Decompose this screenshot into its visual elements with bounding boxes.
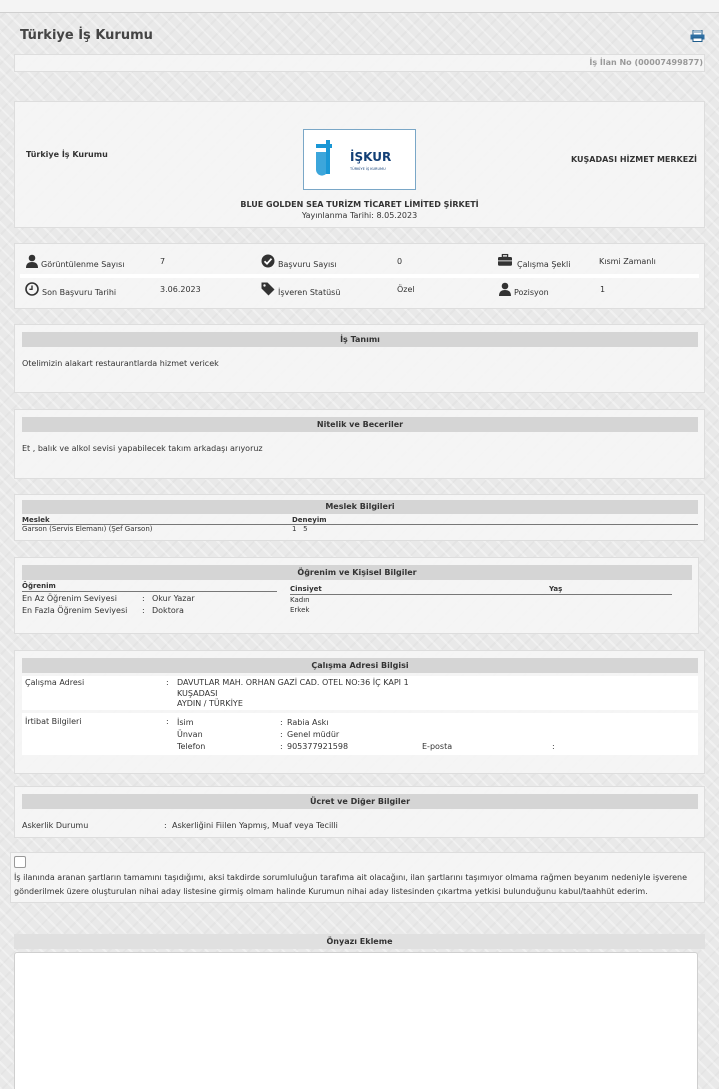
education-heading: Öğrenim ve Kişisel Bilgiler (22, 565, 692, 580)
print-icon[interactable] (690, 30, 705, 42)
occupation-col-deneyim: Deneyim (292, 516, 327, 524)
address-line-2: KUŞADASI (177, 689, 218, 698)
contact-title-label: Ünvan (177, 730, 203, 739)
education-col-ogrenim: Öğrenim (22, 582, 56, 590)
military-value: Askerliğini Fiilen Yapmış, Muaf veya Tecilli (172, 821, 338, 830)
job-description-heading: İş Tanımı (22, 332, 698, 347)
work-type-label: Çalışma Şekli (517, 260, 571, 269)
address-heading: Çalışma Adresi Bilgisi (22, 658, 698, 673)
contact-label: İrtibat Bilgileri (25, 717, 82, 726)
address-label: Çalışma Adresi (25, 678, 85, 687)
deadline-label: Son Başvuru Tarihi (42, 288, 117, 297)
contact-name-colon: : (280, 718, 283, 727)
logo-subtext: TÜRKİYE İŞ KURUMU (350, 167, 386, 171)
contact-phone-colon: : (280, 742, 283, 751)
military-label: Askerlik Durumu (22, 821, 89, 830)
ilan-number: İş İlan No (00007499877) (589, 58, 703, 67)
occupation-row-meslek: Garson (Servis Elemanı) (Şef Garson) (22, 525, 153, 533)
occupation-heading: Meslek Bilgileri (22, 500, 698, 514)
address-colon: : (166, 678, 169, 687)
education-header-line (22, 591, 277, 592)
check-circle-icon (261, 254, 275, 268)
position-value: 1 (600, 285, 606, 294)
service-center: KUŞADASI HİZMET MERKEZİ (570, 155, 697, 164)
military-colon: : (164, 821, 167, 830)
contact-email-colon: : (552, 742, 555, 751)
briefcase-icon (498, 253, 512, 267)
contact-colon: : (166, 717, 169, 726)
clock-icon (25, 282, 39, 296)
contact-title-colon: : (280, 730, 283, 739)
cover-letter-input[interactable] (14, 952, 698, 1089)
personal-col-cinsiyet: Cinsiyet (290, 585, 322, 593)
contact-name-label: İsim (177, 718, 194, 727)
salary-heading: Ücret ve Diğer Bilgiler (22, 794, 698, 809)
views-value: 7 (160, 257, 166, 266)
occupation-col-meslek: Meslek (22, 516, 50, 524)
education-max-label: En Fazla Öğrenim Seviyesi (22, 606, 128, 615)
education-min-colon: : (142, 594, 145, 603)
contact-row-bg (22, 713, 698, 755)
top-bar (0, 0, 719, 13)
published-date: Yayınlanma Tarihi: 8.05.2023 (301, 211, 418, 220)
contact-email-label: E-posta (422, 742, 453, 751)
deadline-value: 3.06.2023 (160, 285, 201, 294)
personal-gender-2: Erkek (290, 606, 310, 614)
address-line-1: DAVUTLAR MAH. ORHAN GAZİ CAD. OTEL NO:36 İÇ KAPI 1 (177, 678, 409, 687)
applications-value: 0 (397, 257, 403, 266)
education-min-label: En Az Öğrenim Seviyesi (22, 594, 117, 603)
contact-phone-label: Telefon (177, 742, 206, 751)
views-label: Görüntülenme Sayısı (41, 260, 125, 269)
cover-letter-heading: Önyazı Ekleme (14, 934, 705, 949)
work-type-value: Kısmi Zamanlı (599, 257, 656, 266)
iskur-logo (303, 129, 416, 190)
education-max-value: Doktora (152, 606, 184, 615)
stats-divider (20, 274, 699, 278)
occupation-row-deneyim: 1 5 (292, 525, 308, 533)
employer-status-label: İşveren Statüsü (278, 288, 341, 297)
qualifications-heading: Nitelik ve Beceriler (22, 417, 698, 432)
personal-header-line (290, 594, 672, 595)
consent-checkbox[interactable] (14, 856, 26, 868)
applications-label: Başvuru Sayısı (278, 260, 337, 269)
user-icon (498, 282, 512, 296)
address-line-3: AYDIN / TÜRKİYE (177, 699, 243, 708)
tag-icon (261, 282, 275, 296)
education-max-colon: : (142, 606, 145, 615)
qualifications-text: Et , balık ve alkol sevisi yapabilecek takım arkadaşı arıyoruz (22, 444, 263, 453)
user-icon (25, 254, 39, 268)
position-label: Pozisyon (514, 288, 549, 297)
page-title: Türkiye İş Kurumu (20, 28, 153, 43)
education-min-value: Okur Yazar (152, 594, 195, 603)
job-description-text: Otelimizin alakart restaurantlarda hizmet vericek (22, 359, 219, 368)
company-name: BLUE GOLDEN SEA TURİZM TİCARET LİMİTED ŞİRKETİ (240, 200, 479, 209)
personal-col-yas: Yaş (549, 585, 563, 593)
personal-gender-1: Kadın (290, 596, 310, 604)
employer-org-name: Türkiye İş Kurumu (26, 150, 108, 159)
employer-status-value: Özel (397, 285, 415, 294)
contact-phone-value: 905377921598 (287, 742, 349, 751)
contact-name-value: Rabia Askı (287, 718, 329, 727)
contact-title-value: Genel müdür (287, 730, 340, 739)
logo-text: İŞKUR (350, 150, 392, 164)
consent-text: İş ilanında aranan şartların tamamını taşıdığımı, aksi takdirde sorumluluğun tarafıma ait olacağını, ilan şartlarını taşımıyor olmama rağmen beyanım nedeniyle işverene gönderilmek üzere oluşturulan nihai aday listesine girmiş olmam halinde Kurumun nihai aday listesinden çıkartma yetkisi bulunduğunu kabul/taahhüt ederim. (14, 873, 687, 896)
